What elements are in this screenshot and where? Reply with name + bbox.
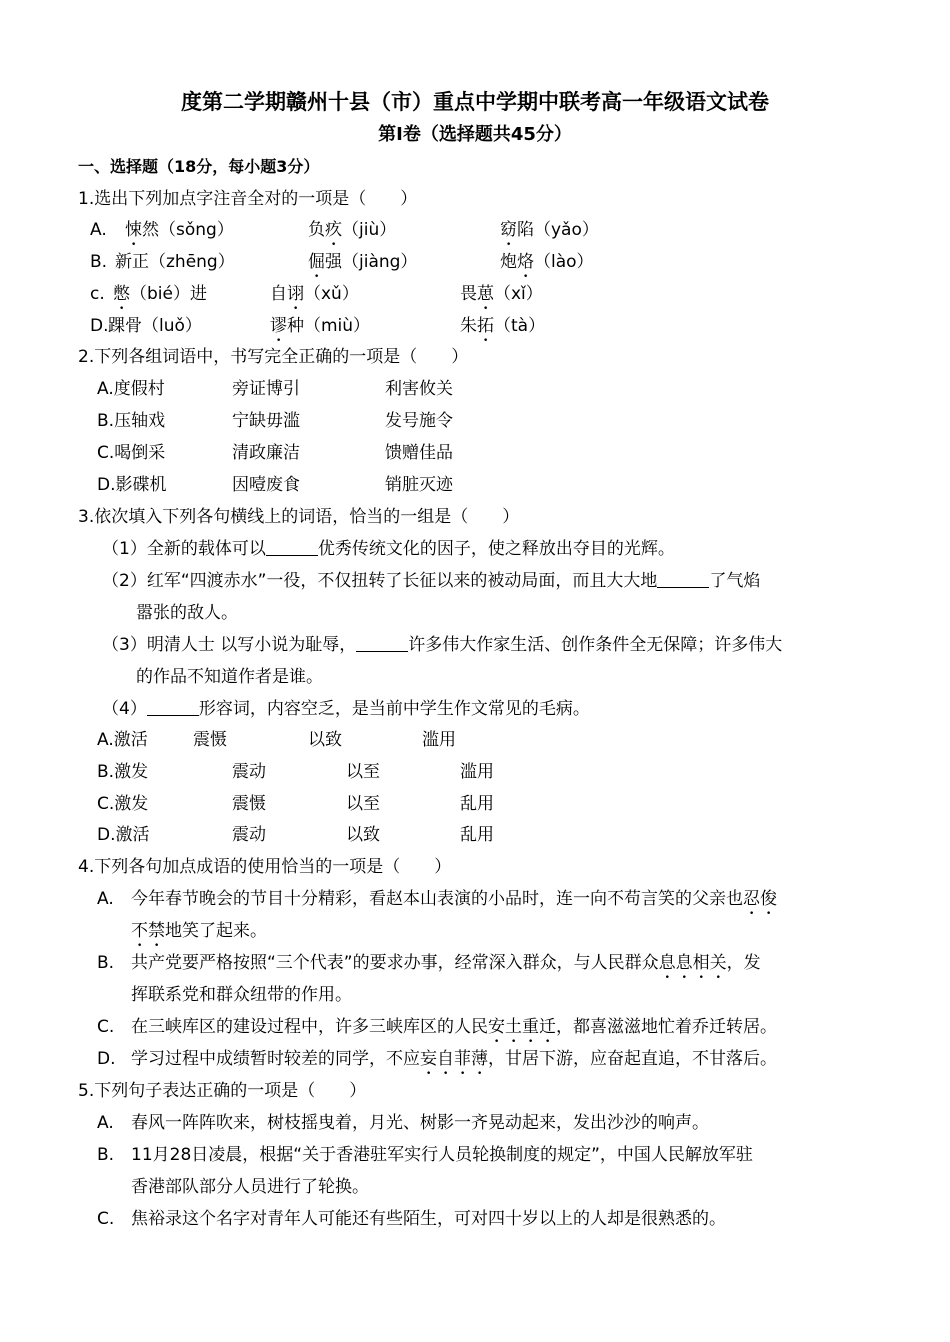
question-2-option-word: 发号施令: [385, 411, 453, 431]
question-1-option-word: 炮烙（lào）: [500, 252, 594, 272]
question-1-option-word: 自诩（xǔ）: [270, 284, 359, 304]
question-2-option-label: C.喝倒采: [97, 443, 166, 463]
question-3-option-label: C.激发: [97, 794, 149, 814]
question-4-option-a-label: A.: [97, 889, 114, 909]
question-3-option-word: 以至: [346, 794, 380, 814]
question-2-option-word: 旁证博引: [232, 379, 300, 399]
page-subtitle: 第Ⅰ卷（选择题共45分）: [378, 124, 572, 145]
question-2-option-word: 宁缺毋滥: [232, 411, 300, 431]
question-1-option-word: 倔强（jiàng）: [308, 252, 418, 272]
question-1-option-word: 窈陷（yǎo）: [500, 220, 599, 240]
question-1-option-label: c.: [90, 284, 105, 304]
fill-blank: [147, 697, 199, 716]
question-3-option-word: 乱用: [460, 794, 494, 814]
question-3-option-word: 震动: [232, 825, 266, 845]
question-1-option-word: 悚然（sǒng）: [125, 220, 234, 240]
question-3-option-word: 以致: [346, 825, 380, 845]
question-1-option-word: 新正（zhēng）: [115, 252, 235, 272]
question-3-option-label: B.激发: [97, 762, 149, 782]
question-5-option-c: 焦裕录这个名字对青年人可能还有些陌生，可对四十岁以上的人却是很熟悉的。: [131, 1209, 726, 1229]
question-3-sentence-2-cont: 嚣张的敌人。: [136, 603, 238, 623]
question-2-option-label: A.度假村: [97, 379, 165, 399]
question-4-option-a: 今年春节晚会的节目十分精彩，看赵本山表演的小品时，连一向不苟言笑的父亲也忍俊: [131, 889, 777, 909]
question-5-option-b-cont: 香港部队部分人员进行了轮换。: [131, 1177, 369, 1197]
question-1-option-label: B.: [90, 252, 108, 272]
question-4-option-c-label: C.: [97, 1017, 115, 1037]
question-5-option-c-label: C.: [97, 1209, 115, 1229]
question-3-sentence-1: （1）全新的载体可以 优秀传统文化的因子，使之释放出夺目的光辉。: [102, 539, 675, 559]
question-3-option-word: 乱用: [460, 825, 494, 845]
question-3-option-word: 以至: [346, 762, 380, 782]
question-5-option-b-label: B.: [97, 1145, 115, 1165]
question-2-option-label: D.影碟机: [97, 475, 167, 495]
question-3-sentence-3: （3）明清人士 以写小说为耻辱， 许多伟大作家生活、创作条件全无保障；许多伟大: [102, 635, 783, 655]
question-3-option-word: 震慑: [232, 794, 266, 814]
question-3-stem: 3.依次填入下列各句横线上的词语，恰当的一组是（ ）: [78, 507, 520, 527]
question-3-option-word: 以致: [308, 730, 342, 750]
question-4-stem: 4.下列各句加点成语的使用恰当的一项是（ ）: [78, 857, 452, 877]
question-1-option-word: 畏葸（xǐ）: [460, 284, 543, 304]
question-4-option-b-label: B.: [97, 953, 115, 973]
question-3-sentence-4: （4） 形容词，内容空乏，是当前中学生作文常见的毛病。: [102, 699, 590, 719]
page-title: 度第二学期赣州十县（市）重点中学期中联考高一年级语文试卷: [181, 90, 769, 114]
question-3-option-word: 滥用: [460, 762, 494, 782]
question-2-option-label: B.压轴戏: [97, 411, 166, 431]
question-3-option-label: D.激活: [97, 825, 150, 845]
question-5-option-a-label: A.: [97, 1113, 114, 1133]
question-3-option-label: A.激活: [97, 730, 148, 750]
question-4-option-d-label: D.: [97, 1049, 116, 1069]
question-1-option-word: 负疚（jiù）: [308, 220, 397, 240]
question-5-stem: 5.下列句子表达正确的一项是（ ）: [78, 1081, 367, 1101]
fill-blank: [657, 569, 709, 588]
question-4-option-b: 共产党要严格按照“三个代表”的要求办事，经常深入群众，与人民群众息息相关，发: [131, 953, 761, 973]
question-5-option-b: 11月28日凌晨，根据“关于香港驻军实行人员轮换制度的规定”，中国人民解放军驻: [131, 1145, 753, 1165]
question-2-option-word: 清政廉洁: [232, 443, 300, 463]
question-1-option-word: 朱拓（tà）: [460, 316, 546, 336]
fill-blank: [356, 633, 408, 652]
question-3-sentence-3-cont: 的作品不知道作者是谁。: [136, 667, 323, 687]
question-3-option-word: 震动: [232, 762, 266, 782]
question-1-stem: 1.选出下列加点字注音全对的一项是（ ）: [78, 189, 418, 209]
section-heading: 一、选择题（18分，每小题3分）: [78, 157, 320, 176]
question-1-option-word: 憋（bié）进: [113, 284, 207, 304]
question-1-option-label: A.: [90, 220, 107, 240]
question-1-option-word: 谬种（miù）: [270, 316, 371, 336]
question-4-option-b-cont: 挥联系党和群众纽带的作用。: [131, 985, 352, 1005]
question-4-option-d: 学习过程中成绩暂时较差的同学，不应妄自菲薄，甘居下游，应奋起直追，不甘落后。: [131, 1049, 777, 1069]
question-3-option-word: 滥用: [422, 730, 456, 750]
question-1-option-word: 踝骨（luǒ）: [108, 316, 202, 336]
question-1-option-label: D.: [90, 316, 109, 336]
question-4-option-a-cont: 不禁地笑了起来。: [131, 921, 267, 941]
question-2-option-word: 利害攸关: [385, 379, 453, 399]
question-2-option-word: 馈赠佳品: [385, 443, 453, 463]
question-3-option-word: 震慑: [193, 730, 227, 750]
question-4-option-c: 在三峡库区的建设过程中，许多三峡库区的人民安土重迁，都喜滋滋地忙着乔迁转居。: [131, 1017, 777, 1037]
question-2-option-word: 因噎废食: [232, 475, 300, 495]
question-2-stem: 2.下列各组词语中，书写完全正确的一项是（ ）: [78, 347, 469, 367]
question-5-option-a: 春风一阵阵吹来，树枝摇曳着，月光、树影一齐晃动起来，发出沙沙的响声。: [131, 1113, 709, 1133]
question-2-option-word: 销脏灭迹: [385, 475, 453, 495]
fill-blank: [266, 537, 318, 556]
question-3-sentence-2: （2）红军“四渡赤水”一役，不仅扭转了长征以来的被动局面，而且大大地 了气焰: [102, 571, 761, 591]
